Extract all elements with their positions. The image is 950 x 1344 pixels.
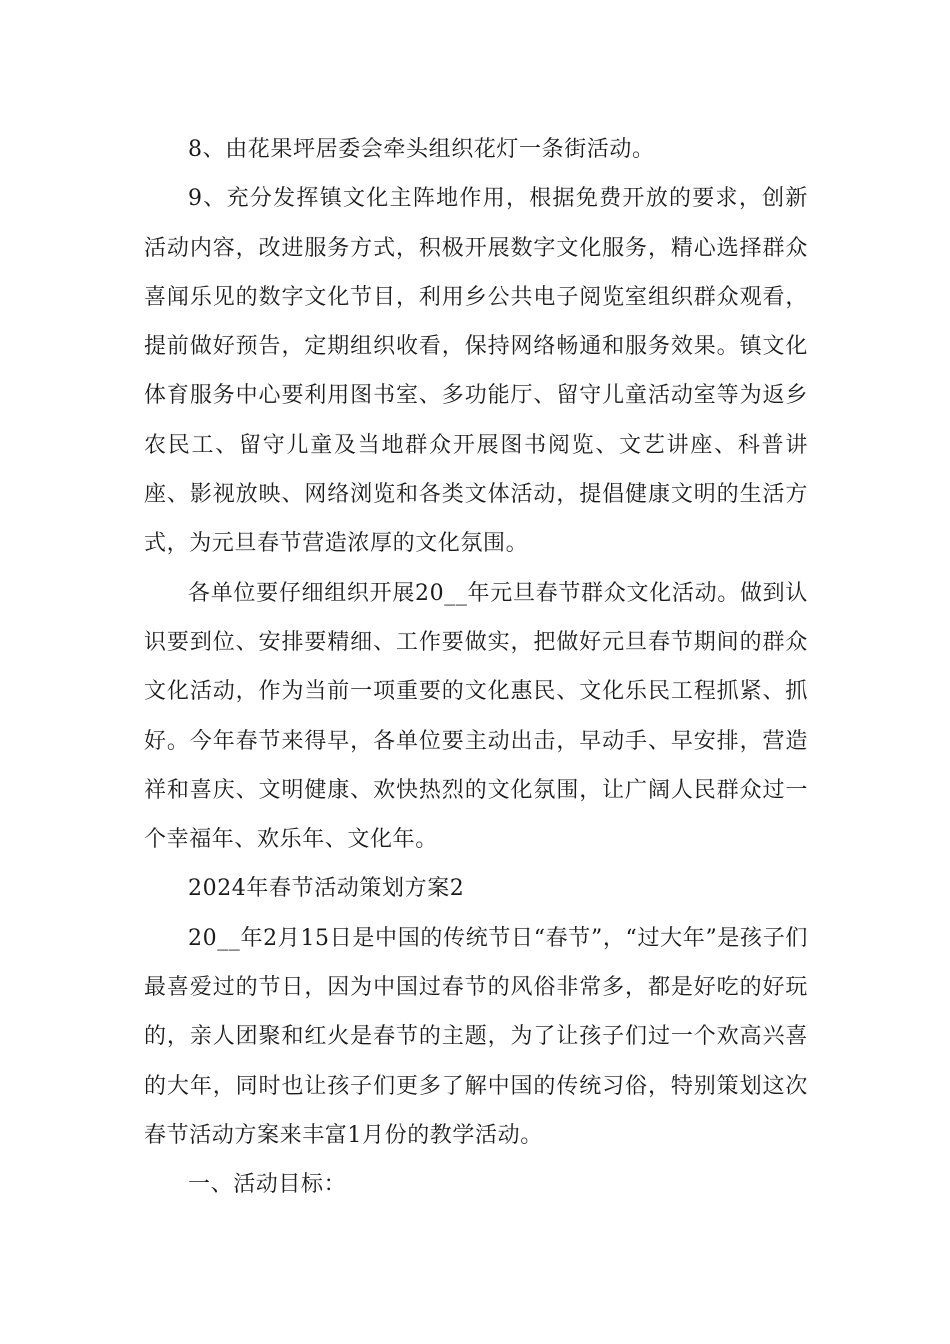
paragraph-summary: 各单位要仔细组织开展20__年元旦春节群众文化活动。做到认识要到位、安排要精细、工作要做实，把做好元旦春节期间的群众文化活动，作为当前一项重要的文化惠民、文化乐民工程抓紧、抓好。今年春节来得早，各单位要主动出击，早动手、早安排，营造祥和喜庆、文明健康、欢快热烈的文化氛围，让广阔人民群众过一个幸福年、欢乐年、文化年。 (144, 580, 808, 853)
paragraph-intro: 20__年2月15日是中国的传统节日“春节”，“过大年”是孩子们最喜爱过的节日，因为中国过春节的风俗非常多，都是好吃的好玩的，亲人团聚和红火是春节的主题，为了让孩子们过一个欢高兴喜的大年，同时也让孩子们更多了解中国的传统习俗，特别策划这次春节活动方案来丰富1月份的教学活动。 (144, 925, 808, 1148)
section-heading-goals: 一、活动目标： (188, 1172, 347, 1198)
paragraph-item-9: 9、充分发挥镇文化主阵地作用，根据免费开放的要求，创新活动内容，改进服务方式，积极开展数字文化服务，精心选择群众喜闻乐见的数字文化节目，利用乡公共电子阅览室组织群众观看，提前做好预告，定期组织收看，保持网络畅通和服务效果。镇文化体育服务中心要利用图书室、多功能厅、留守儿童活动室等为返乡农民工、留守儿童及当地群众开展图书阅览、文艺讲座、科普讲座、影视放映、网络浏览和各类文体活动，提倡健康文明的生活方式，为元旦春节营造浓厚的文化氛围。 (144, 186, 808, 557)
paragraph-item-8: 8、由花果坪居委会牵头组织花灯一条街活动。 (188, 137, 655, 162)
document-body (144, 125, 808, 1210)
section-title: 2024年春节活动策划方案2 (188, 876, 465, 902)
